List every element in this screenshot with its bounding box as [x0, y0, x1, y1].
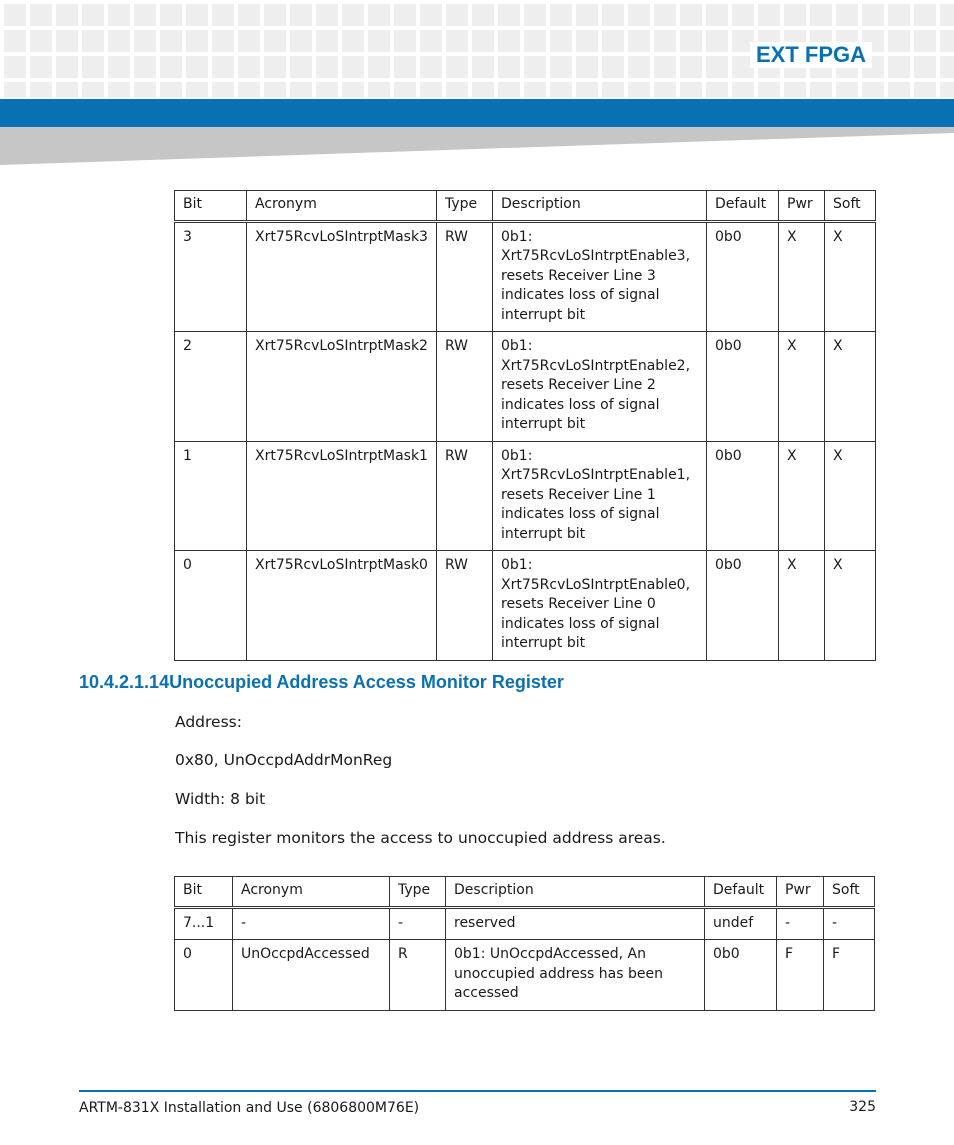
- table-cell: -: [233, 907, 390, 940]
- table-cell: F: [777, 940, 824, 1011]
- table-cell: 7...1: [175, 907, 233, 940]
- column-header: Pwr: [779, 191, 825, 222]
- register-table-1: [174, 190, 876, 661]
- column-header: Soft: [825, 191, 876, 222]
- page-number: 325: [849, 1099, 876, 1115]
- table-header-row: [175, 877, 875, 908]
- table-cell: Xrt75RcvLoSIntrptMask1: [247, 441, 437, 551]
- table-row: [175, 907, 875, 940]
- table-cell: -: [824, 907, 875, 940]
- column-header: Default: [707, 191, 779, 222]
- section-heading: 10.4.2.1.14Unoccupied Address Access Monitor Register: [79, 672, 564, 692]
- table-cell: 0b0: [705, 940, 777, 1011]
- table-cell: RW: [437, 332, 493, 442]
- table-cell: RW: [437, 221, 493, 332]
- column-header: Default: [705, 877, 777, 908]
- column-header: Description: [493, 191, 707, 222]
- table-header-row: [175, 191, 876, 222]
- header-bar: [0, 99, 954, 127]
- footer-rule: [79, 1090, 876, 1092]
- address-label: Address:: [175, 713, 242, 731]
- column-header: Soft: [824, 877, 875, 908]
- column-header: Pwr: [777, 877, 824, 908]
- table-cell: 0b0: [707, 441, 779, 551]
- table-cell: 0b0: [707, 332, 779, 442]
- table-cell: 0: [175, 551, 247, 661]
- register-description: This register monitors the access to unoccupied address areas.: [175, 829, 666, 847]
- table-cell: X: [825, 221, 876, 332]
- table-row: [175, 940, 875, 1011]
- table-cell: X: [779, 551, 825, 661]
- table-cell: 3: [175, 221, 247, 332]
- table-row: [175, 441, 876, 551]
- table-cell: RW: [437, 441, 493, 551]
- register-width: Width: 8 bit: [175, 790, 266, 808]
- column-header: Acronym: [233, 877, 390, 908]
- table-cell: 0b0: [707, 221, 779, 332]
- table-cell: X: [779, 441, 825, 551]
- table-cell: F: [824, 940, 875, 1011]
- header-swoosh: [0, 127, 954, 167]
- table-cell: -: [777, 907, 824, 940]
- table-cell: -: [390, 907, 446, 940]
- table-cell: UnOccpdAccessed: [233, 940, 390, 1011]
- column-header: Type: [390, 877, 446, 908]
- column-header: Bit: [175, 877, 233, 908]
- column-header: Bit: [175, 191, 247, 222]
- table-cell: X: [779, 221, 825, 332]
- chapter-title: EXT FPGA: [750, 42, 872, 68]
- table-cell: undef: [705, 907, 777, 940]
- table-cell: 1: [175, 441, 247, 551]
- table-cell: Xrt75RcvLoSIntrptMask0: [247, 551, 437, 661]
- table-cell: 0b1: Xrt75RcvLoSIntrptEnable3, resets Receiver Line 3 indicates loss of signal interrupt bit: [493, 221, 707, 332]
- table-cell: 0b1: Xrt75RcvLoSIntrptEnable1, resets Receiver Line 1 indicates loss of signal interrupt bit: [493, 441, 707, 551]
- table-cell: X: [825, 551, 876, 661]
- table-cell: reserved: [446, 907, 705, 940]
- table-cell: 0b1: Xrt75RcvLoSIntrptEnable0, resets Receiver Line 0 indicates loss of signal interrupt bit: [493, 551, 707, 661]
- table-cell: Xrt75RcvLoSIntrptMask2: [247, 332, 437, 442]
- table-cell: X: [825, 441, 876, 551]
- table-cell: 0: [175, 940, 233, 1011]
- table-cell: R: [390, 940, 446, 1011]
- table-row: [175, 332, 876, 442]
- table-cell: 0b0: [707, 551, 779, 661]
- table-cell: 2: [175, 332, 247, 442]
- footer-document-title: ARTM-831X Installation and Use (6806800M76E): [79, 1100, 420, 1116]
- table-cell: Xrt75RcvLoSIntrptMask3: [247, 221, 437, 332]
- address-value: 0x80, UnOccpdAddrMonReg: [175, 751, 393, 769]
- table-cell: X: [779, 332, 825, 442]
- column-header: Type: [437, 191, 493, 222]
- register-table-2: [174, 876, 875, 1011]
- column-header: Description: [446, 877, 705, 908]
- table-cell: 0b1: Xrt75RcvLoSIntrptEnable2, resets Receiver Line 2 indicates loss of signal interrupt bit: [493, 332, 707, 442]
- table-row: [175, 221, 876, 332]
- column-header: Acronym: [247, 191, 437, 222]
- table-row: [175, 551, 876, 661]
- table-cell: RW: [437, 551, 493, 661]
- table-cell: 0b1: UnOccpdAccessed, An unoccupied address has been accessed: [446, 940, 705, 1011]
- table-cell: X: [825, 332, 876, 442]
